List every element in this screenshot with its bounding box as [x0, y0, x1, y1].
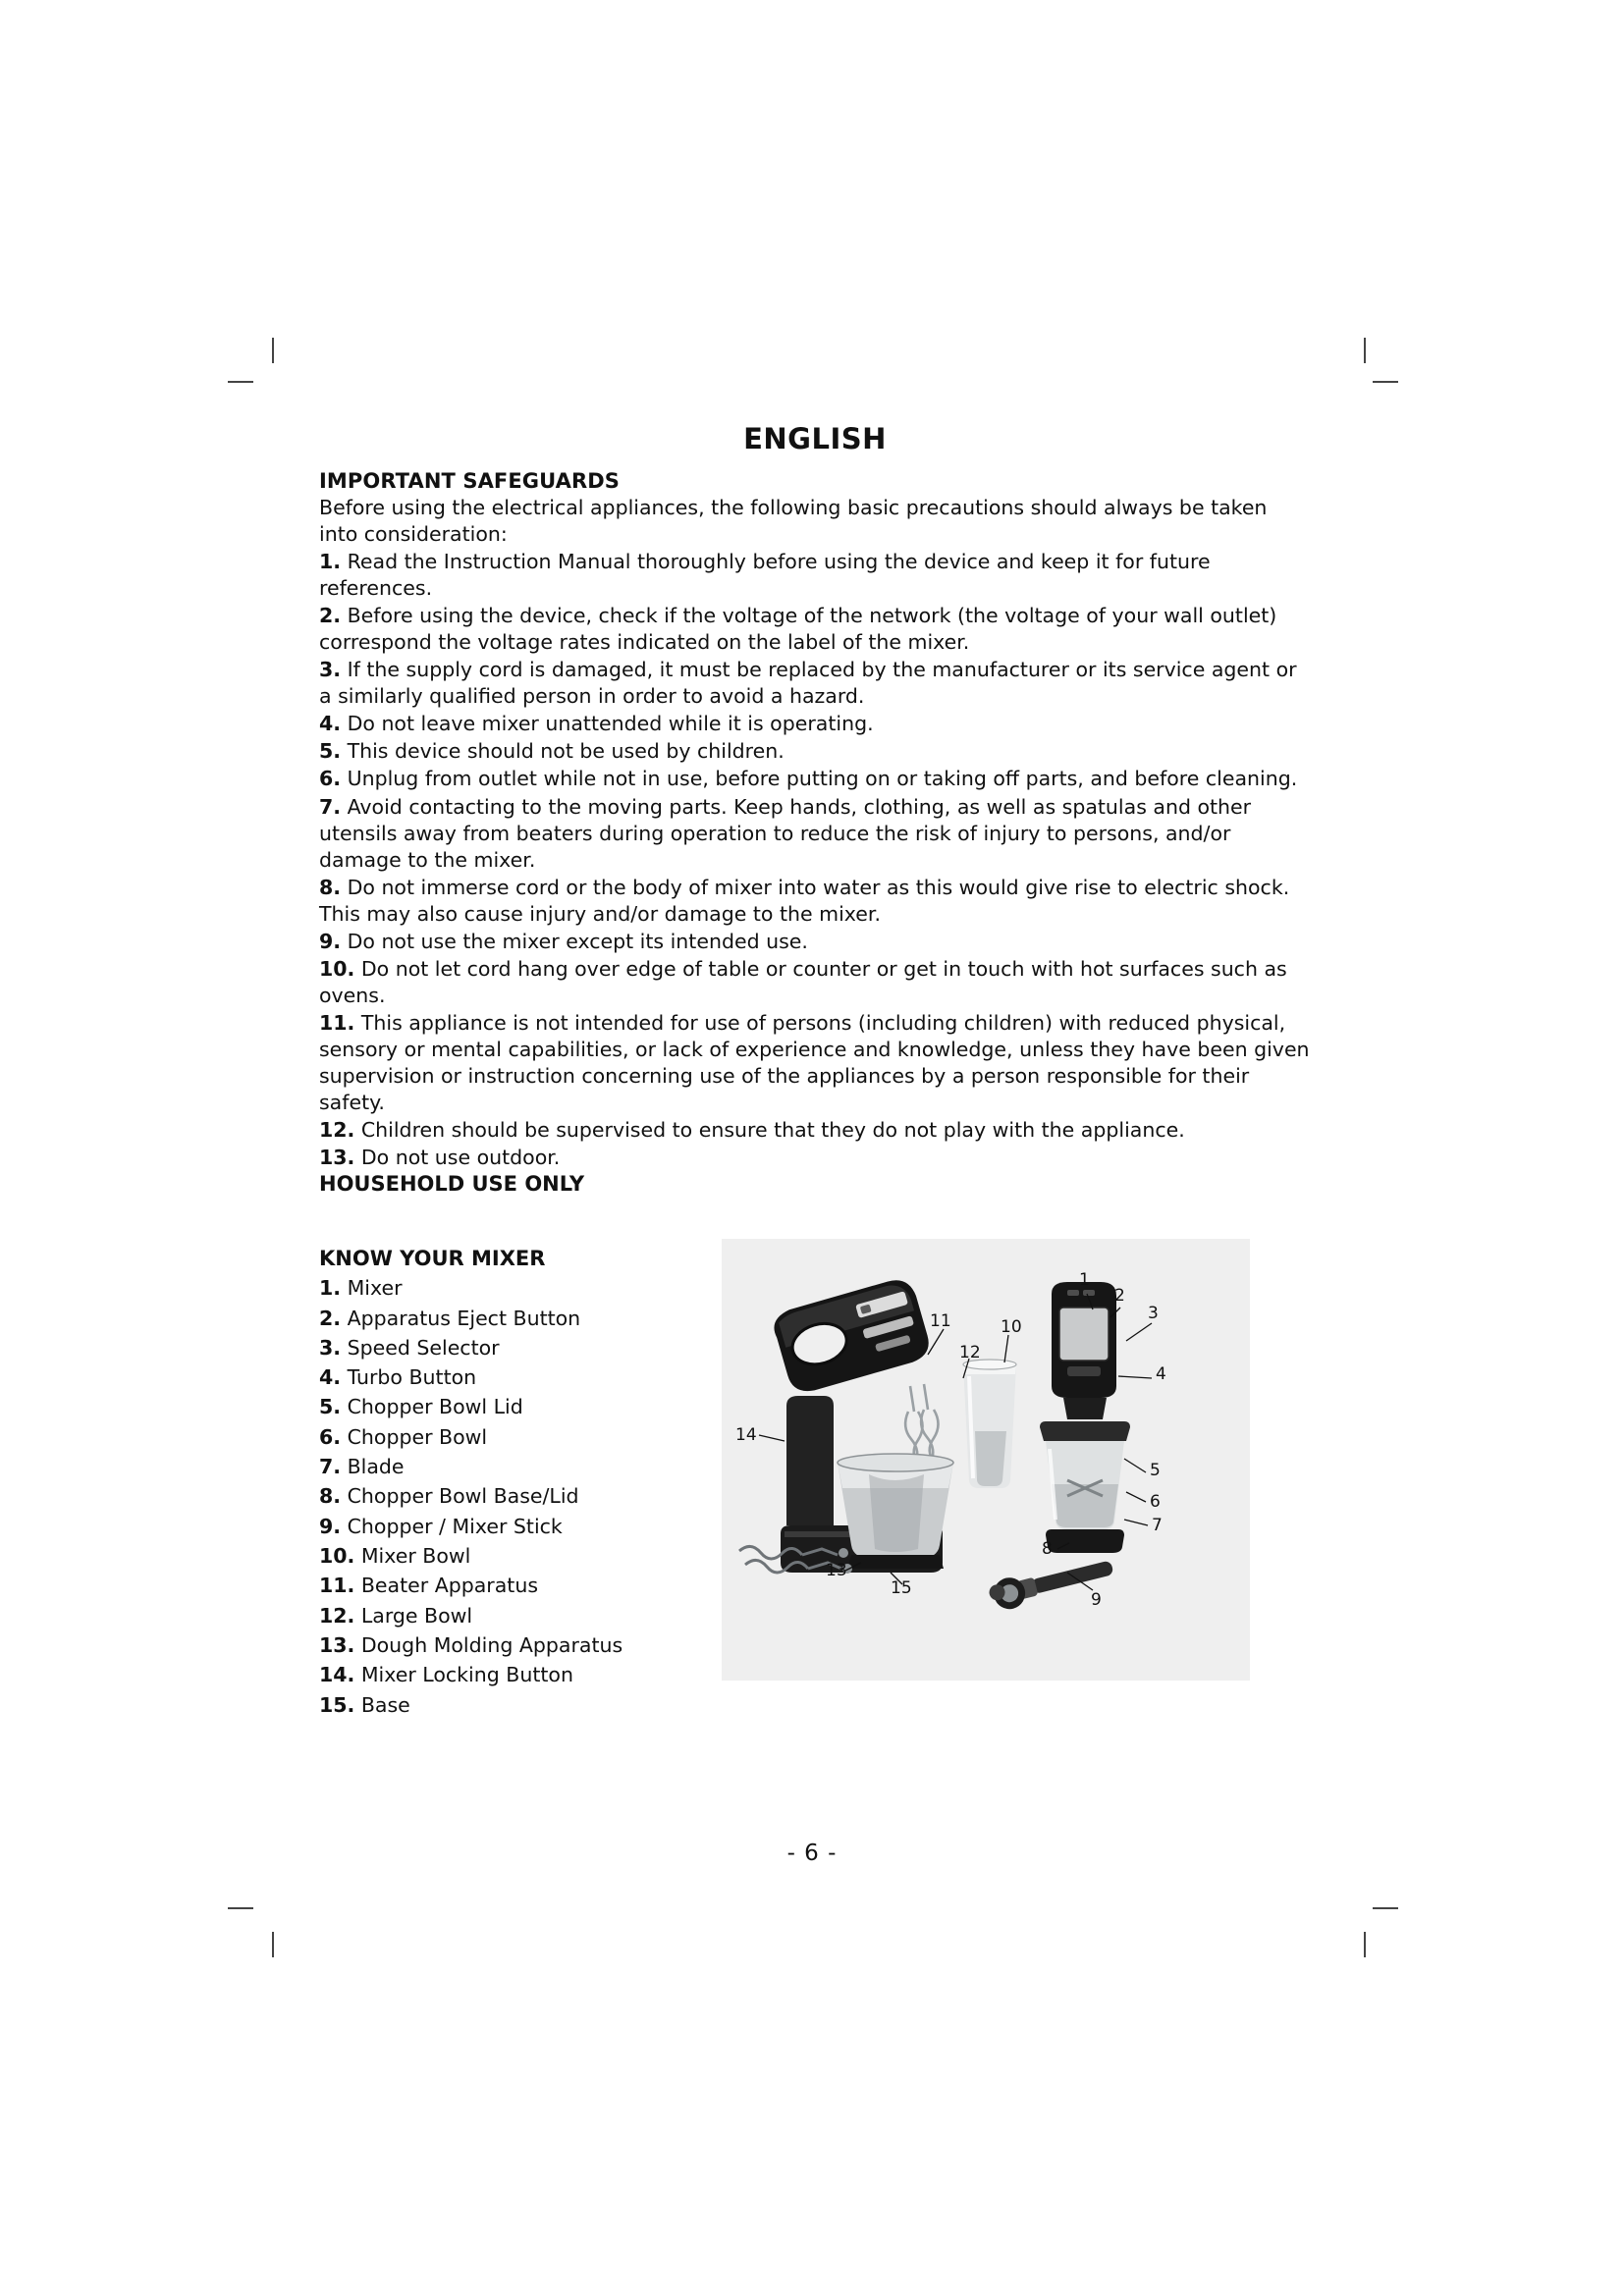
safeguard-item	[319, 794, 1311, 874]
part-number: 9.	[319, 1514, 342, 1538]
safeguard-item	[319, 657, 1311, 710]
part-label: Dough Molding Apparatus	[360, 1633, 623, 1658]
safeguard-item-number: 13.	[319, 1146, 355, 1170]
part-number: 4.	[319, 1365, 342, 1390]
page-title: ENGLISH	[743, 422, 887, 455]
list-item	[319, 1422, 731, 1452]
safeguard-item-number: 3.	[319, 658, 342, 682]
safeguard-item-number: 4.	[319, 712, 342, 736]
figure-callout: 10	[1001, 1317, 1022, 1338]
safeguard-item	[319, 1010, 1311, 1116]
list-item	[319, 1690, 731, 1720]
figure-callout: 14	[735, 1425, 757, 1446]
product-figure	[722, 1239, 1250, 1681]
know-your-mixer-section	[319, 1247, 1311, 1720]
safeguard-item-text: This device should not be used by children.	[347, 739, 785, 764]
safeguard-item	[319, 875, 1311, 928]
safeguard-item-text: Children should be supervised to ensure that they do not play with the appliance.	[360, 1118, 1185, 1143]
product-illustration	[722, 1239, 1250, 1681]
part-number: 11.	[319, 1574, 355, 1598]
part-label: Chopper Bowl Base/Lid	[347, 1484, 579, 1509]
figure-callout: 7	[1152, 1516, 1163, 1536]
list-item	[319, 1571, 731, 1600]
list-item	[319, 1392, 731, 1421]
list-item	[319, 1362, 731, 1392]
safeguard-item	[319, 929, 1311, 955]
safeguard-item	[319, 1145, 1311, 1171]
section-heading-safeguards: IMPORTANT SAFEGUARDS	[319, 469, 621, 493]
part-label: Blade	[347, 1455, 405, 1479]
safeguard-item-text: Avoid contacting to the moving parts. Keep hands, clothing, as well as spatulas and other utensils away from beaters during operation to reduce the risk of injury to persons, and/or damage to the mixer.	[319, 794, 1252, 872]
part-label: Turbo Button	[347, 1365, 477, 1390]
list-item	[319, 1333, 731, 1362]
part-label: Base	[360, 1692, 410, 1717]
page-number: - 6 -	[786, 1841, 838, 1866]
safeguard-item-number: 6.	[319, 767, 342, 791]
safeguard-item-text: If the supply cord is damaged, it must be replaced by the manufacturer or its service agent or a similarly qualified person in order to avoid a hazard.	[319, 658, 1297, 709]
list-item	[319, 1481, 731, 1511]
part-number: 12.	[319, 1603, 355, 1628]
part-number: 2.	[319, 1306, 342, 1330]
safeguard-item	[319, 766, 1311, 792]
crop-mark-bottom-right-horizontal	[1373, 1907, 1398, 1909]
safeguard-item-text: This appliance is not intended for use of persons (including children) with reduced physical, sensory or mental capabilities, or lack of experience and knowledge, unless they have been given supervision or instruction concerning use of the appliances by a person responsible for their safety.	[319, 1010, 1310, 1115]
part-label: Large Bowl	[360, 1603, 473, 1628]
crop-mark-bottom-left-horizontal	[228, 1907, 253, 1909]
parts-list	[319, 1273, 731, 1720]
figure-callout: 4	[1156, 1364, 1166, 1385]
section-heading-know-your-mixer: KNOW YOUR MIXER	[319, 1247, 546, 1271]
part-label: Speed Selector	[347, 1335, 500, 1360]
safeguard-item-number: 11.	[319, 1010, 355, 1035]
part-label: Apparatus Eject Button	[347, 1306, 581, 1330]
figure-callout: 8	[1042, 1539, 1053, 1560]
safeguard-item	[319, 549, 1311, 602]
safeguard-item-text: Unplug from outlet while not in use, before putting on or taking off parts, and before cleaning.	[347, 767, 1298, 791]
part-label: Beater Apparatus	[360, 1574, 539, 1598]
figure-callout: 12	[959, 1343, 981, 1363]
crop-mark-bottom-left-vertical	[272, 1932, 274, 1957]
safeguard-item-number: 5.	[319, 739, 342, 764]
safeguard-item	[319, 738, 1311, 765]
crop-mark-top-left-horizontal	[228, 381, 253, 383]
safeguard-item-text: Do not let cord hang over edge of table or counter or get in touch with hot surfaces such as ovens.	[319, 956, 1287, 1007]
part-number: 6.	[319, 1424, 342, 1449]
figure-callout: 9	[1091, 1590, 1102, 1611]
crop-mark-bottom-right-vertical	[1364, 1932, 1366, 1957]
list-item	[319, 1541, 731, 1571]
safeguard-item	[319, 603, 1311, 656]
safeguard-item-text: Do not use the mixer except its intended use.	[347, 929, 808, 953]
safeguard-item-number: 7.	[319, 794, 342, 819]
part-number: 7.	[319, 1455, 342, 1479]
part-label: Mixer Locking Button	[360, 1663, 573, 1687]
list-item	[319, 1512, 731, 1541]
part-label: Mixer Bowl	[360, 1544, 471, 1569]
figure-callout: 1	[1079, 1270, 1090, 1291]
part-number: 14.	[319, 1663, 355, 1687]
safeguard-item-number: 1.	[319, 550, 342, 574]
figure-callout: 2	[1114, 1286, 1125, 1307]
part-number: 5.	[319, 1395, 342, 1419]
list-item	[319, 1660, 731, 1689]
crop-mark-top-right-vertical	[1364, 338, 1366, 363]
crop-mark-top-left-vertical	[272, 338, 274, 363]
part-number: 1.	[319, 1276, 342, 1301]
safeguard-item-text: Do not leave mixer unattended while it is operating.	[347, 712, 874, 736]
safeguard-item	[319, 711, 1311, 737]
part-number: 3.	[319, 1335, 342, 1360]
part-label: Mixer	[347, 1276, 403, 1301]
safeguard-item-number: 12.	[319, 1118, 355, 1143]
part-label: Chopper Bowl	[347, 1424, 488, 1449]
figure-callout: 11	[930, 1311, 951, 1332]
list-item	[319, 1452, 731, 1481]
list-item	[319, 1304, 731, 1333]
household-use-note: HOUSEHOLD USE ONLY	[319, 1172, 585, 1197]
safeguards-intro: Before using the electrical appliances, the following basic precautions should always be taken into consideration:	[319, 496, 1268, 547]
list-item	[319, 1630, 731, 1660]
part-number: 10.	[319, 1544, 355, 1569]
safeguard-item-number: 8.	[319, 875, 342, 899]
part-label: Chopper Bowl Lid	[347, 1395, 523, 1419]
list-item	[319, 1601, 731, 1630]
safeguard-item	[319, 956, 1311, 1009]
document-content	[319, 422, 1311, 1720]
safeguard-item-number: 9.	[319, 929, 342, 953]
part-label: Chopper / Mixer Stick	[347, 1514, 563, 1538]
part-number: 15.	[319, 1692, 355, 1717]
safeguard-item-text: Do not immerse cord or the body of mixer into water as this would give rise to electric shock. This may also cause injury and/or damage to the mixer.	[319, 875, 1290, 926]
crop-mark-top-right-horizontal	[1373, 381, 1398, 383]
figure-callout: 3	[1148, 1304, 1159, 1324]
safeguard-item-text: Do not use outdoor.	[360, 1146, 561, 1170]
safeguard-item-text: Read the Instruction Manual thoroughly before using the device and keep it for future references.	[319, 550, 1211, 601]
safeguard-item-number: 10.	[319, 956, 355, 981]
safeguard-item-text: Before using the device, check if the voltage of the network (the voltage of your wall outlet) correspond the voltage rates indicated on the label of the mixer.	[319, 604, 1277, 655]
safeguard-item	[319, 1117, 1311, 1144]
safeguard-item-number: 2.	[319, 604, 342, 628]
figure-callout: 6	[1150, 1492, 1161, 1513]
part-number: 8.	[319, 1484, 342, 1509]
list-item	[319, 1273, 731, 1303]
figure-callout: 5	[1150, 1461, 1161, 1481]
figure-callout: 15	[891, 1578, 912, 1599]
part-number: 13.	[319, 1633, 355, 1658]
figure-callout: 13	[826, 1561, 847, 1581]
